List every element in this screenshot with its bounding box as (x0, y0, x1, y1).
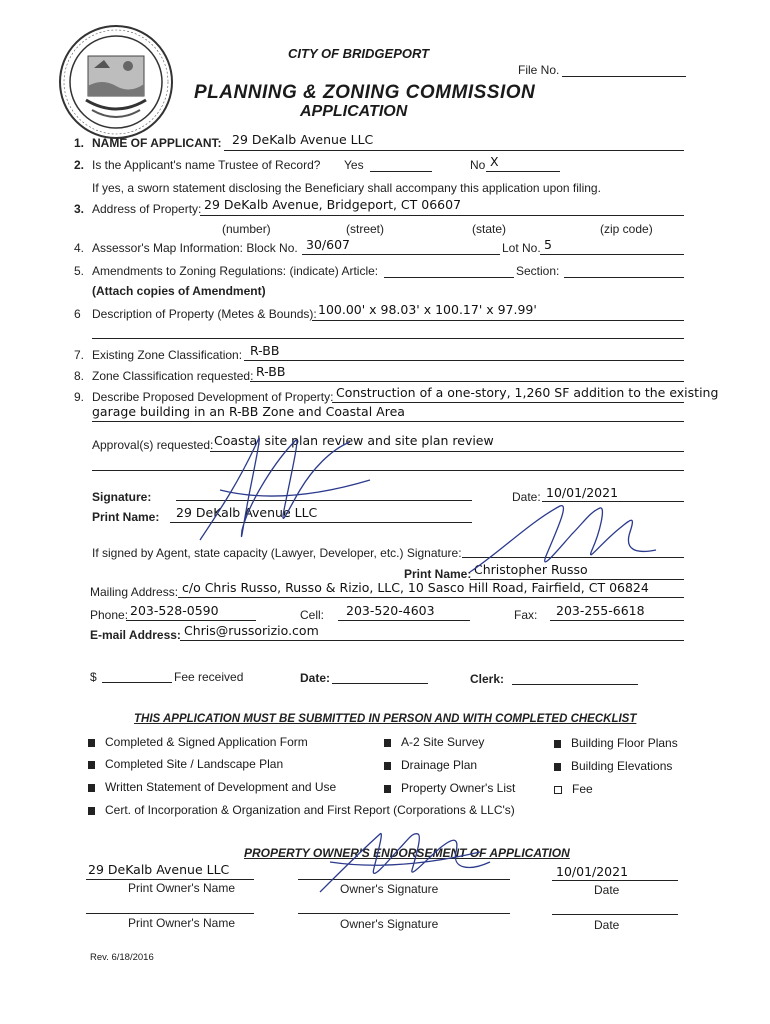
block-value[interactable]: 30/607 (306, 237, 350, 252)
owner-signature-label: Owner's Signature (340, 882, 439, 896)
date-value[interactable]: 10/01/2021 (546, 485, 619, 500)
city-seal (58, 24, 174, 140)
checklist-title: THIS APPLICATION MUST BE SUBMITTED IN PERSON AND WITH COMPLETED CHECKLIST (134, 713, 637, 725)
revision-date: Rev. 6/18/2016 (90, 952, 154, 963)
caption-zip: (zip code) (600, 222, 653, 236)
underline (540, 254, 684, 255)
date-label: Date: (512, 490, 541, 504)
print-name-label: Print Name: (92, 510, 160, 524)
fax-label: Fax: (514, 608, 538, 622)
lot-label: Lot No. (502, 241, 541, 255)
checklist-label: Fee (572, 782, 593, 796)
checklist-label: A-2 Site Survey (401, 735, 485, 749)
underline (302, 254, 500, 255)
checklist-label: Property Owner's List (401, 781, 516, 795)
print-owner-name-field-2[interactable] (86, 913, 254, 914)
clerk-label: Clerk: (470, 672, 505, 686)
file-no-label: File No. (518, 63, 560, 77)
underline (92, 338, 684, 339)
agent-signature-label: If signed by Agent, state capacity (Lawyer, Developer, etc.) Signature: (92, 546, 462, 560)
endorsement-title: PROPERTY OWNER'S ENDORSEMENT OF APPLICATION (244, 846, 570, 860)
owner-signature-scribble (300, 822, 500, 902)
underline (178, 597, 684, 598)
fee-date-label: Date: (300, 671, 331, 685)
underline (126, 620, 256, 621)
caption-number: (number) (222, 222, 271, 236)
existing-zone-value[interactable]: R-BB (250, 343, 280, 358)
underline (312, 320, 684, 321)
no-label: No (470, 158, 486, 172)
checkbox-filled-icon (384, 785, 391, 793)
page-subtitle: APPLICATION (300, 103, 408, 120)
phone-label: Phone: (90, 608, 129, 622)
checklist-item[interactable] (384, 758, 477, 772)
checkbox-filled-icon (554, 763, 561, 771)
fax-value[interactable]: 203-255-6618 (556, 603, 645, 618)
no-value[interactable]: X (490, 154, 499, 169)
proposed-development-value-2[interactable]: garage building in an R-BB Zone and Coastal Area (92, 404, 405, 419)
checkbox-empty-icon (554, 786, 562, 794)
checklist-item[interactable] (384, 735, 484, 749)
mailing-address-label: Mailing Address: (90, 585, 179, 599)
print-owner-name-label: Print Owner's Name (128, 881, 235, 895)
proposed-development-value[interactable]: Construction of a one-story, 1,260 SF addition to the existing (336, 385, 719, 400)
description-label: Description of Property (Metes & Bounds): (92, 307, 317, 321)
amendments-label: Amendments to Zoning Regulations: (indicate) Article: (92, 264, 379, 278)
checkbox-filled-icon (88, 761, 95, 769)
email-label: E-mail Address: (90, 628, 181, 642)
item-number: 8. (74, 369, 85, 383)
page-title: PLANNING & ZONING COMMISSION (194, 82, 536, 103)
owner-date-value[interactable]: 10/01/2021 (556, 864, 629, 879)
section-label: Section: (516, 264, 560, 278)
clerk-field[interactable] (512, 684, 638, 685)
checklist-label: Completed & Signed Application Form (105, 735, 308, 749)
yes-label: Yes (344, 158, 364, 172)
underline (180, 640, 684, 641)
checkbox-filled-icon (88, 739, 95, 747)
underline (200, 215, 684, 216)
checklist-label: Drainage Plan (401, 758, 478, 772)
section-field[interactable] (564, 277, 684, 278)
fee-date-field[interactable] (332, 683, 428, 684)
checklist-label: Building Elevations (571, 759, 673, 773)
date-field-2[interactable] (552, 914, 678, 915)
owner-name-value[interactable]: 29 DeKalb Avenue LLC (88, 862, 230, 877)
item-number: 6 (74, 307, 81, 321)
requested-zone-label: Zone Classification requested: (92, 369, 254, 383)
checkbox-filled-icon (384, 739, 391, 747)
approvals-value[interactable]: Coastal site plan review and site plan review (214, 433, 494, 448)
checklist-item[interactable] (88, 757, 283, 771)
owner-signature-label-2: Owner's Signature (340, 917, 439, 931)
underline (486, 171, 560, 172)
item-number: 9. (74, 390, 85, 404)
item-number: 5. (74, 264, 85, 278)
fee-received-label: Fee received (174, 670, 244, 684)
caption-state: (state) (472, 222, 507, 236)
checklist-item[interactable] (554, 782, 593, 796)
city-name: CITY OF BRIDGEPORT (288, 46, 430, 61)
checklist-item[interactable] (88, 735, 308, 749)
map-info-label: Assessor's Map Information: Block No. (92, 241, 298, 255)
checklist-item[interactable] (384, 781, 515, 795)
checklist-label: Cert. of Incorporation & Organization and First Report (Corporations & LLC's) (105, 803, 515, 817)
checklist-item[interactable] (88, 780, 336, 794)
dollar-sign: $ (90, 670, 97, 684)
item-number: 1. (74, 136, 85, 150)
underline (550, 620, 684, 621)
phone-value[interactable]: 203-528-0590 (130, 603, 219, 618)
endorsement-date-label-2: Date (594, 918, 620, 932)
item-number: 4. (74, 241, 85, 255)
file-no-field[interactable] (562, 76, 686, 77)
signature-label: Signature: (92, 490, 152, 504)
item-number: 2. (74, 158, 85, 172)
applicant-name-value[interactable]: 29 DeKalb Avenue LLC (232, 132, 374, 147)
item-number: 3. (74, 202, 85, 216)
underline (332, 402, 684, 403)
agent-print-name-label: Print Name: (404, 567, 472, 581)
agent-print-name-value[interactable]: Christopher Russo (474, 562, 588, 577)
yes-field[interactable] (370, 171, 432, 172)
description-value[interactable]: 100.00' x 98.03' x 100.17' x 97.99' (318, 302, 537, 317)
underline (244, 360, 684, 361)
address-label: Address of Property: (92, 202, 202, 216)
owner-signature-field-2[interactable] (298, 913, 510, 914)
existing-zone-label: Existing Zone Classification: (92, 348, 243, 362)
mailing-address-value[interactable]: c/o Chris Russo, Russo & Rizio, LLC, 10 Sasco Hill Road, Fairfield, CT 06824 (182, 580, 649, 595)
checklist-label: Completed Site / Landscape Plan (105, 757, 284, 771)
requested-zone-value[interactable]: R-BB (256, 364, 286, 379)
underline (224, 150, 684, 151)
checkbox-filled-icon (384, 762, 391, 770)
checklist-label: Written Statement of Development and Use (105, 780, 337, 794)
underline (250, 381, 684, 382)
caption-street: (street) (346, 222, 385, 236)
applicant-signature-scribble (180, 420, 400, 560)
article-field[interactable] (384, 277, 514, 278)
underline (86, 879, 254, 880)
item-number: 7. (74, 348, 85, 362)
endorsement-date-label: Date (594, 883, 620, 897)
fee-amount-field[interactable] (102, 682, 172, 683)
cell-value[interactable]: 203-520-4603 (346, 603, 435, 618)
checklist-label: Building Floor Plans (571, 736, 678, 750)
agent-signature-scribble (460, 492, 660, 592)
print-name-value[interactable]: 29 DeKalb Avenue LLC (176, 505, 318, 520)
email-value[interactable]: Chris@russorizio.com (184, 623, 319, 638)
cell-label: Cell: (300, 608, 325, 622)
checklist-item[interactable] (88, 803, 515, 817)
checklist-item[interactable] (554, 759, 672, 773)
trustee-question: Is the Applicant's name Trustee of Record? (92, 158, 321, 172)
applicant-name-label: NAME OF APPLICANT: (92, 136, 222, 150)
underline (338, 620, 470, 621)
underline (552, 880, 678, 881)
checkbox-filled-icon (88, 784, 95, 792)
address-value[interactable]: 29 DeKalb Avenue, Bridgeport, CT 06607 (204, 197, 462, 212)
sworn-note: If yes, a sworn statement disclosing the Beneficiary shall accompany this application upon filing. (92, 181, 601, 195)
checkbox-filled-icon (88, 807, 95, 815)
print-owner-name-label-2: Print Owner's Name (128, 916, 235, 930)
proposed-development-label: Describe Proposed Development of Property: (92, 390, 334, 404)
checklist-item[interactable] (554, 736, 678, 750)
attach-note: (Attach copies of Amendment) (92, 284, 266, 298)
checkbox-filled-icon (554, 740, 561, 748)
approvals-label: Approval(s) requested: (92, 438, 214, 452)
lot-value[interactable]: 5 (544, 237, 552, 252)
